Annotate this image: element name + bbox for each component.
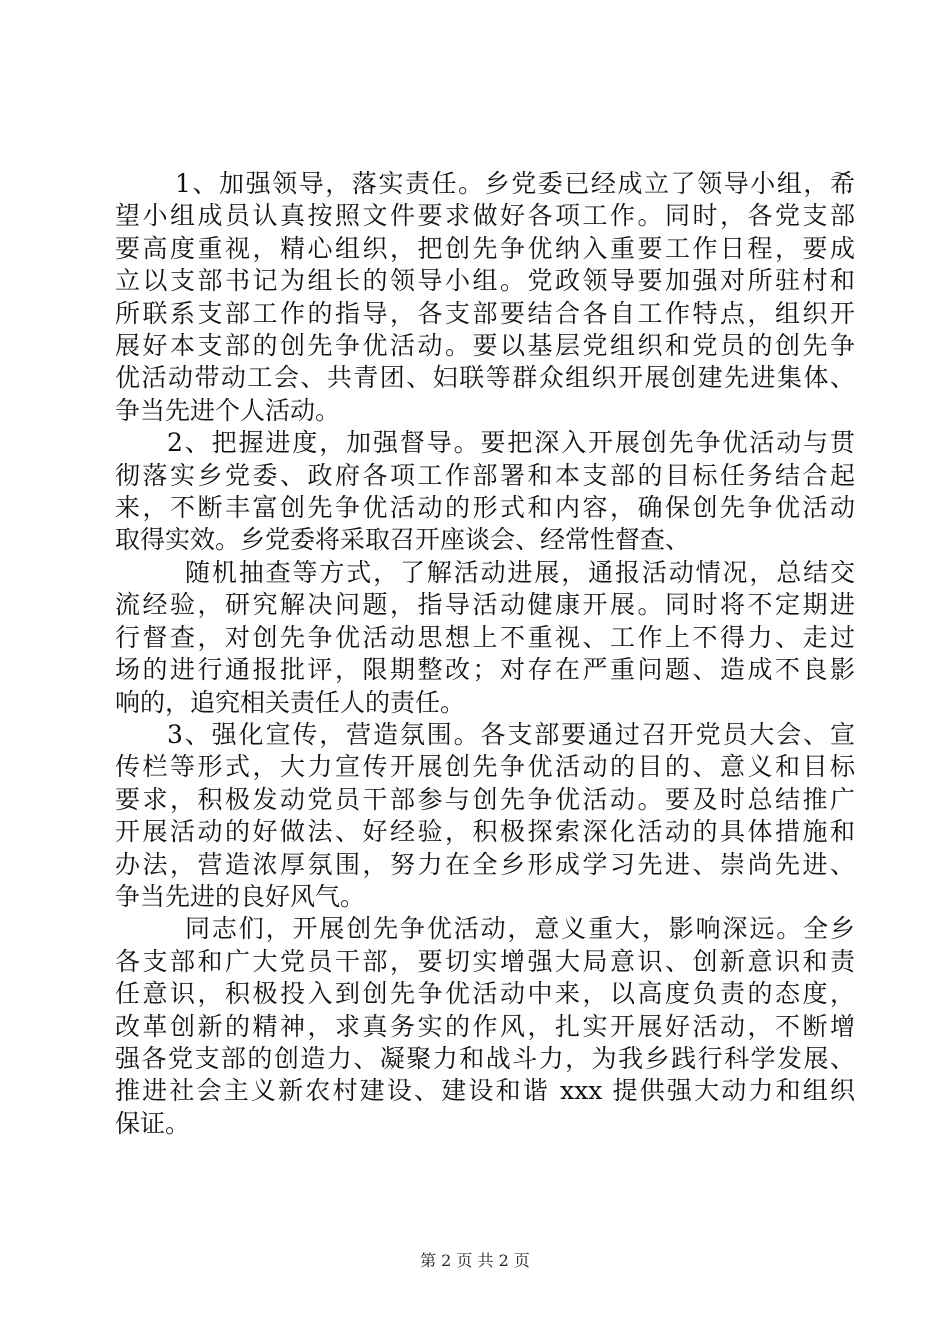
paragraph-3 (115, 557, 855, 719)
paragraph-line: 争当先进个人活动。 (115, 395, 341, 425)
paragraph-line: 流经验，研究解决问题，指导活动健康开展。同时将不定期进 (115, 590, 855, 620)
paragraph-line: 同志们，开展创先争优活动，意义重大，影响深远。全乡 (185, 914, 855, 944)
paragraph-line: 改革创新的精神，求真务实的作风，扎实开展好活动，不断增 (115, 1011, 855, 1041)
paragraph-line: 开展活动的好做法、好经验，积极探索深化活动的具体措施和 (115, 817, 855, 847)
paragraph-line: 优活动带动工会、共青团、妇联等群众组织开展创建先进集体、 (115, 363, 855, 393)
paragraph-line: 2、把握进度，加强督导。要把深入开展创先争优活动与贯 (167, 428, 855, 458)
paragraph-line: 要求，积极发动党员干部参与创先争优活动。要及时总结推广 (115, 784, 855, 814)
paragraph-line: 行督查，对创先争优活动思想上不重视、工作上不得力、走过 (115, 622, 855, 652)
paragraph-line: 彻落实乡党委、政府各项工作部署和本支部的目标任务结合起 (115, 460, 855, 490)
paragraph-line: 传栏等形式，大力宣传开展创先争优活动的目的、意义和目标 (115, 752, 855, 782)
paragraph-line: 展好本支部的创先争优活动。要以基层党组织和党员的创先争 (115, 331, 855, 361)
document-body (115, 168, 855, 1140)
paragraph-line: 要高度重视，精心组织，把创先争优纳入重要工作日程，要成 (115, 233, 855, 263)
paragraph-line: 推进社会主义新农村建设、建设和谐 xxx 提供强大动力和组织 (115, 1076, 855, 1106)
paragraph-line: 保证。 (115, 1108, 191, 1138)
paragraph-4 (115, 719, 855, 913)
paragraph-1 (115, 168, 855, 427)
paragraph-line: 响的，追究相关责任人的责任。 (115, 687, 466, 717)
paragraph-line: 取得实效。乡党委将采取召开座谈会、经常性督查、 (115, 525, 691, 555)
paragraph-line: 3、强化宣传，营造氛围。各支部要通过召开党员大会、宣 (167, 719, 855, 749)
paragraph-line: 立以支部书记为组长的领导小组。党政领导要加强对所驻村和 (115, 266, 855, 296)
paragraph-line: 各支部和广大党员干部，要切实增强大局意识、创新意识和责 (115, 946, 855, 976)
paragraph-line: 望小组成员认真按照文件要求做好各项工作。同时，各党支部 (115, 201, 855, 231)
paragraph-line: 强各党支部的创造力、凝聚力和战斗力，为我乡践行科学发展、 (115, 1043, 855, 1073)
paragraph-line: 场的进行通报批评，限期整改；对存在严重问题、造成不良影 (115, 655, 855, 685)
paragraph-line: 随机抽查等方式，了解活动进展，通报活动情况，总结交 (185, 557, 855, 587)
paragraph-line: 任意识，积极投入到创先争优活动中来，以高度负责的态度， (115, 979, 855, 1009)
paragraph-line: 争当先进的良好风气。 (115, 881, 366, 911)
paragraph-line: 所联系支部工作的指导，各支部要结合各自工作特点，组织开 (115, 298, 855, 328)
paragraph-line: 办法，营造浓厚氛围，努力在全乡形成学习先进、崇尚先进、 (115, 849, 855, 879)
paragraph-2 (115, 427, 855, 557)
page-number-footer: 第 2 页 共 2 页 (420, 1251, 530, 1270)
paragraph-line: 来，不断丰富创先争优活动的形式和内容，确保创先争优活动 (115, 493, 855, 523)
paragraph-5 (115, 913, 855, 1140)
paragraph-line: 1、加强领导，落实责任。乡党委已经成立了领导小组，希 (175, 169, 855, 198)
